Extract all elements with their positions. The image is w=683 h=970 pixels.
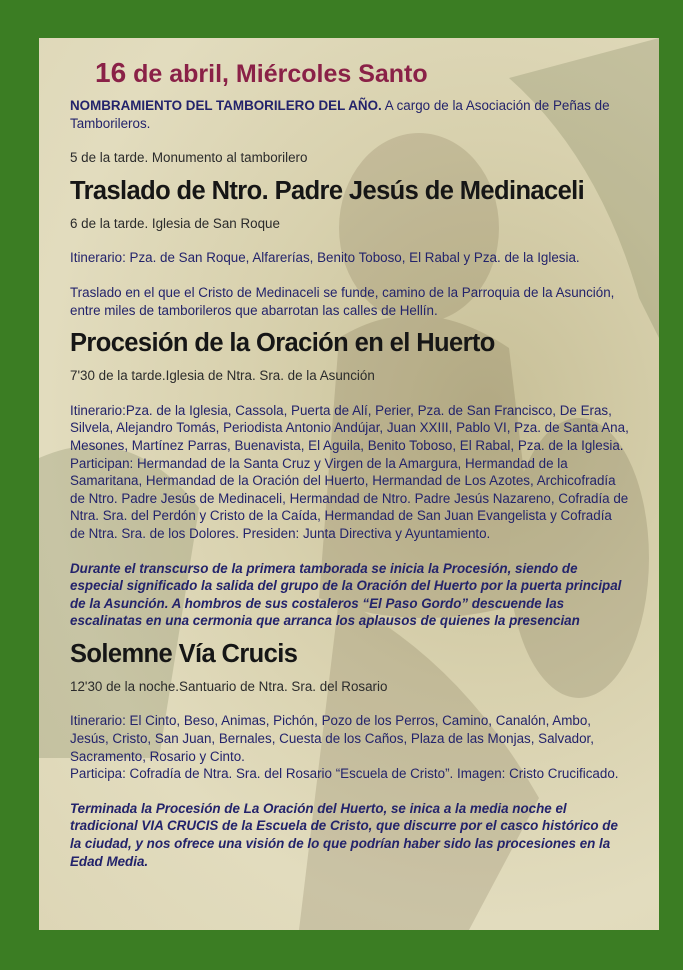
intro-time-place: 5 de la tarde. Monumento al tamborilero: [70, 150, 308, 166]
section1-description: Traslado en el que el Cristo de Medinaceli se funde, camino de la Parroquia de la Asunción, entre miles de tamborileros que abarrotan las calles de Hellín.: [70, 284, 615, 318]
date-heading: [95, 58, 630, 89]
section2-participants: Participan: Hermandad de la Santa Cruz y Virgen de la Amargura, Hermandad de la Samaritana, Hermandad de la Oración del Huerto, Hermandad de Los Azotes, Archicofradía de Ntro. Padre Jesús de Medinaceli, Hermandad de Ntro. Padre Jesús Nazareno, Cofradía de Ntra. Sra. del Perdón y Cristo de la Caída, Hermandad de San Juan Evangelista y Cofradía de Ntra. Sra. de los Dolores. Presiden: Junta Directiva y Ayuntamiento.: [70, 455, 629, 541]
intro-paragraph: [70, 97, 630, 132]
date-day: 16: [95, 57, 127, 88]
section3-time-place: 12'30 de la noche.Santuario de Ntra. Sra. del Rosario: [70, 678, 388, 694]
date-rest: de abril, Miércoles Santo: [133, 60, 428, 88]
document-page: [39, 38, 659, 930]
section2-note: Durante el transcurso de la primera tamborada se inicia la Procesión, siendo de especial significado la salida del grupo de la Oración del Huerto por la puerta principal de la Asunción. A hombros de sus costaleros “El Paso Gordo” descuende las escalinatas en una cermonia que arranca los aplausos de quienes la presencian: [70, 560, 622, 629]
section2-time-place: 7'30 de la tarde.Iglesia de Ntra. Sra. de la Asunción: [70, 368, 375, 384]
section1-time-place: 6 de la tarde. Iglesia de San Roque: [70, 215, 280, 231]
section1-title: Traslado de Ntro. Padre Jesús de Medinaceli: [70, 176, 585, 205]
section3-itinerary: Itinerario: El Cinto, Beso, Animas, Pichón, Pozo de los Perros, Camino, Canalón, Ambo, Jesús, Cristo, San Juan, Bernales, Cuesta de los Caños, Plaza de las Monjas, Salvador, Sacramento, Rosario y Cinto.: [70, 713, 594, 764]
section3-title: Solemne Vía Crucis: [70, 639, 298, 668]
section1-itinerary: Itinerario: Pza. de San Roque, Alfarerías, Benito Toboso, El Rabal y Pza. de la Iglesia.: [70, 250, 580, 266]
intro-bold: NOMBRAMIENTO DEL TAMBORILERO DEL AÑO.: [70, 98, 382, 113]
section2-itinerary: Itinerario:Pza. de la Iglesia, Cassola, Puerta de Alí, Perier, Pza. de San Francisco, De Eras, Silvela, Alejandro Tomás, Periodista Antonio Andújar, Juan XXIII, Pablo VI, Pza. de Santa Ana, Mesones, Martínez Parras, Buenavista, El Aguila, Benito Toboso, El Rabal, Pza. de la Iglesia.: [70, 402, 629, 453]
program-content: [70, 58, 630, 870]
intro-rest: A cargo de la Asociación de Peñas de Tamborileros.: [70, 98, 610, 131]
section2-title: Procesión de la Oración en el Huerto: [70, 329, 495, 358]
section3-participants: Participa: Cofradía de Ntra. Sra. del Rosario “Escuela de Cristo”. Imagen: Cristo Crucificado.: [70, 766, 619, 782]
section3-note: Terminada la Procesión de La Oración del Huerto, se inica a la media noche el tradicional VIA CRUCIS de la Escuela de Cristo, que discurre por el casco histórico de la ciudad, y nos ofrece una visión de lo que podrían haber sido las procesiones en la Edad Media.: [70, 800, 618, 869]
